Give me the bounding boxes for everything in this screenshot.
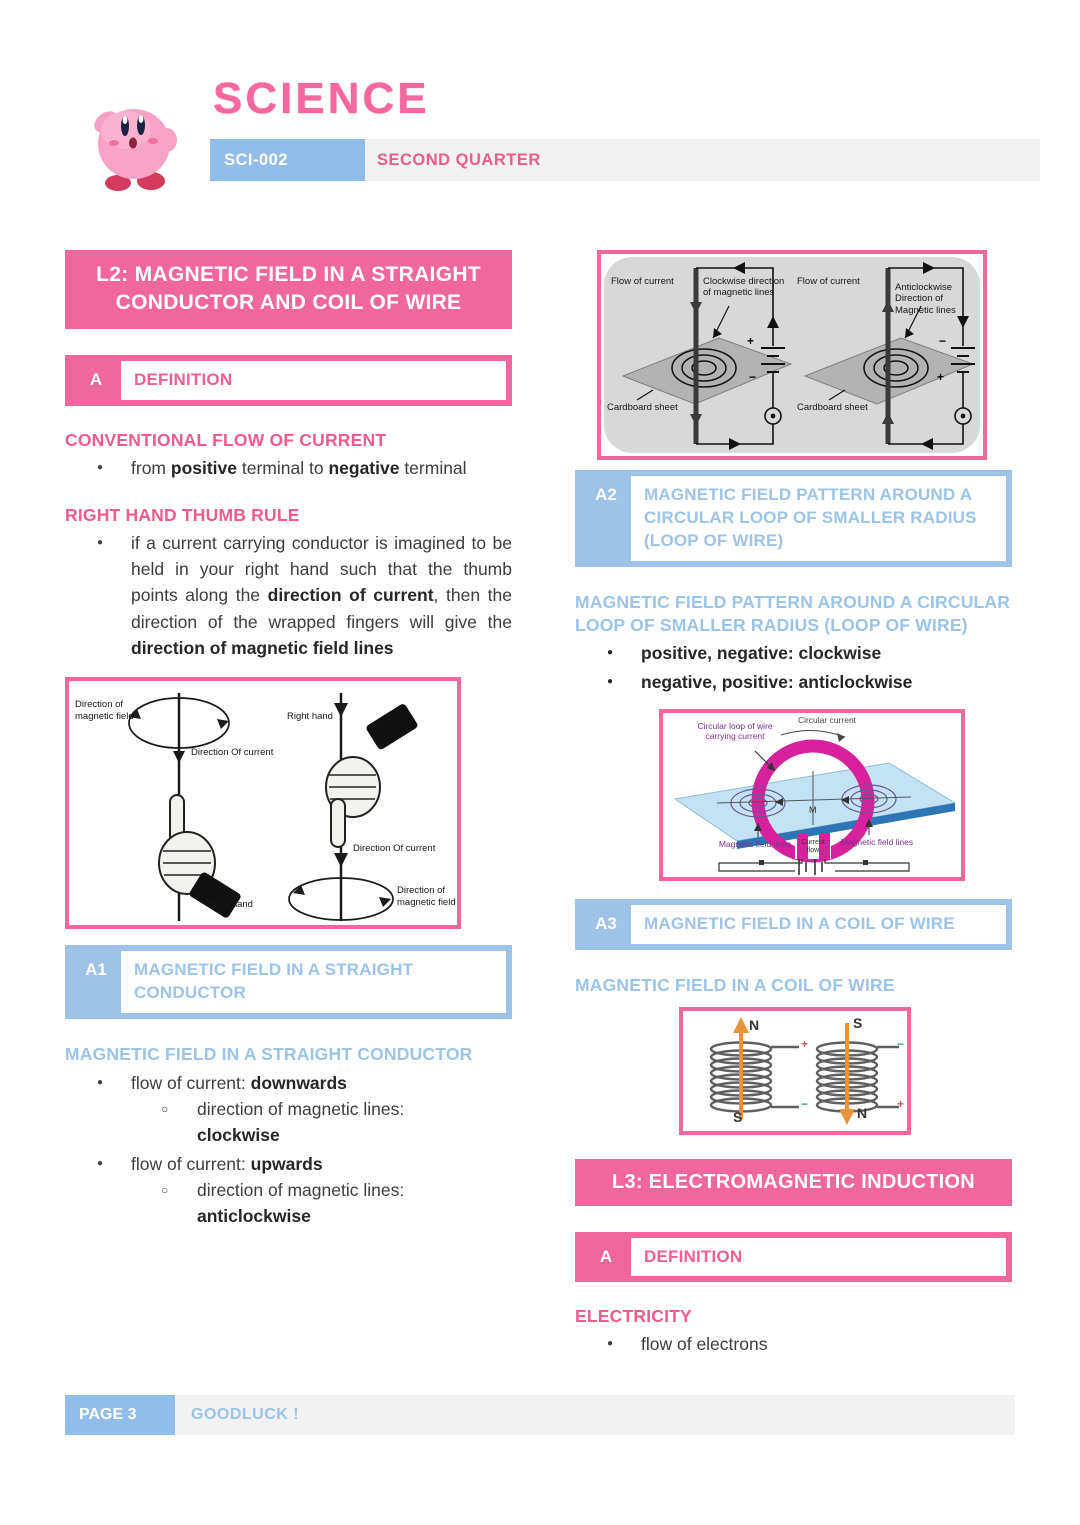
left-column <box>65 250 512 1229</box>
battery-minus-sign: − <box>939 334 947 348</box>
label-anticlockwise-lines: Anticlockwise Direction of Magnetic lines <box>895 282 956 316</box>
footer-bar <box>65 1395 1015 1435</box>
label-clockwise-lines: Clockwise direction of magnetic lines <box>703 276 785 299</box>
coils-diagram <box>683 1011 907 1131</box>
heading-electricity: ELECTRICITY <box>575 1306 692 1327</box>
page-number-badge: PAGE 3 <box>65 1395 175 1435</box>
label-right-hand: Right hand <box>287 711 333 723</box>
label-magnetic-field-lines: Magnetic field lines <box>840 836 914 847</box>
section-header-a1 <box>65 945 512 1019</box>
lesson-3-banner: L3: ELECTROMAGNETIC INDUCTION <box>575 1159 1012 1206</box>
bullet-item <box>575 669 1012 695</box>
section-label-definition: DEFINITION <box>631 1238 1006 1277</box>
pole-label-n: N <box>857 1104 868 1121</box>
section-label-a1: MAGNETIC FIELD IN A STRAIGHT CONDUCTOR <box>121 951 506 1013</box>
section-header-definition <box>65 355 512 406</box>
section-header-a3 <box>575 899 1012 950</box>
label-flow-of-current: Flow of current <box>797 276 860 287</box>
section-badge-a: A <box>89 369 103 389</box>
heading-loop-pattern: MAGNETIC FIELD PATTERN AROUND A CIRCULAR LOOP OF SMALLER RADIUS (LOOP OF WIRE) <box>575 591 1011 635</box>
bullet-item <box>65 455 512 481</box>
sub-bullet-text: ○ direction of magnetic lines: clockwise <box>197 1099 405 1146</box>
figure-coils <box>679 1007 911 1135</box>
bullet-item <box>65 1070 512 1096</box>
label-point-m: M <box>809 804 817 815</box>
pole-label-s: S <box>733 1108 743 1125</box>
label-cardboard-sheet: Cardboard sheet <box>607 402 678 413</box>
kirby-icon <box>78 86 188 196</box>
terminal-plus: + <box>897 1096 905 1111</box>
lesson-2-banner: L2: MAGNETIC FIELD IN A STRAIGHT CONDUCTOR AND COIL OF WIRE <box>65 250 512 329</box>
rhtr-bullets <box>65 530 512 661</box>
label-direction-of-magnetic-field: Direction of magnetic field <box>397 885 456 908</box>
label-direction-of-magnetic-field: Direction of magnetic field <box>75 699 134 722</box>
label-flow-of-current: Flow of current <box>611 276 674 287</box>
label-right-hand: Right hand <box>207 899 253 911</box>
terminal-plus: + <box>801 1036 809 1051</box>
bullet-item <box>575 1331 1012 1357</box>
footer-message: GOODLUCK ! <box>191 1406 300 1423</box>
bullet-text: ● negative, positive: anticlockwise <box>641 671 913 692</box>
section-badge-a2: A2 <box>595 485 617 504</box>
kirby-mascot-illustration <box>78 86 188 201</box>
straight-conductor-bullets <box>65 1070 512 1230</box>
section-label-a3: MAGNETIC FIELD IN A COIL OF WIRE <box>631 905 1006 944</box>
bullet-item <box>65 530 512 661</box>
section-badge-a3: A3 <box>595 913 617 933</box>
figure-circular-loop <box>659 709 965 881</box>
section-label-a2: MAGNETIC FIELD PATTERN AROUND A CIRCULAR LOOP OF SMALLER RADIUS (LOOP OF WIRE) <box>631 476 1006 561</box>
figure-right-hand-thumb-rule <box>65 677 461 929</box>
battery-plus-sign: + <box>747 334 755 348</box>
loop-pattern-bullets <box>575 640 1012 695</box>
label-circular-current: Circular current <box>797 714 857 725</box>
heading-straight-conductor: MAGNETIC FIELD IN A STRAIGHT CONDUCTOR <box>65 1044 473 1064</box>
terminal-minus: − <box>897 1036 905 1051</box>
bullet-text: ● positive, negative: clockwise <box>641 643 882 664</box>
course-code-badge: SCI-002 <box>210 139 365 181</box>
bullet-text: ● if a current carrying conductor is imagined to be held in your right hand such that the thumb points along the direction of current, then the direction of the wrapped fingers will give the direction of magnetic field lines <box>131 532 512 658</box>
heading-coil-of-wire: MAGNETIC FIELD IN A COIL OF WIRE <box>575 974 895 995</box>
pole-label-s: S <box>853 1014 863 1031</box>
quarter-label: SECOND QUARTER <box>377 150 541 169</box>
electricity-bullets <box>575 1331 1012 1357</box>
label-circular-loop: Circular loop of wire carrying current <box>697 720 773 741</box>
heading-right-hand-thumb-rule: RIGHT HAND THUMB RULE <box>65 504 300 525</box>
section-header-a2 <box>575 470 1012 567</box>
battery-plus-sign: + <box>937 370 945 384</box>
bullet-item <box>65 1151 512 1177</box>
pole-label-n: N <box>749 1016 760 1033</box>
bullet-text: ● from positive terminal to negative terminal <box>131 457 467 478</box>
sub-bullet-item <box>65 1096 512 1149</box>
section-label-definition: DEFINITION <box>121 361 506 400</box>
battery-minus-sign: − <box>749 370 757 384</box>
sub-bullet-item <box>65 1177 512 1230</box>
bullet-item <box>575 640 1012 666</box>
bullet-text: ● flow of current: upwards <box>131 1153 323 1174</box>
label-cardboard-sheet: Cardboard sheet <box>797 402 868 413</box>
label-current-flow: Current flow <box>801 838 825 855</box>
label-direction-of-current: Direction Of current <box>191 747 274 759</box>
right-column <box>575 250 1012 1358</box>
course-header-bar <box>210 139 1040 181</box>
figure-straight-conductor-circuits <box>597 250 987 460</box>
sub-bullet-text: ○ direction of magnetic lines: anticlockwise <box>197 1179 405 1226</box>
bullet-text: ● flow of current: downwards <box>131 1072 347 1093</box>
label-magnetic-field-lines: Magnetic field lines <box>718 838 792 849</box>
label-direction-of-current: Direction Of current <box>353 843 436 855</box>
section-badge-a: A <box>599 1246 613 1266</box>
heading-conventional-flow: CONVENTIONAL FLOW OF CURRENT <box>65 429 387 450</box>
bullet-text: ● flow of electrons <box>641 1334 768 1355</box>
conventional-flow-bullets <box>65 455 512 481</box>
section-badge-a1: A1 <box>85 960 107 980</box>
page-title: SCIENCE <box>213 74 430 123</box>
section-header-definition-l3 <box>575 1232 1012 1283</box>
terminal-minus: − <box>801 1096 809 1111</box>
